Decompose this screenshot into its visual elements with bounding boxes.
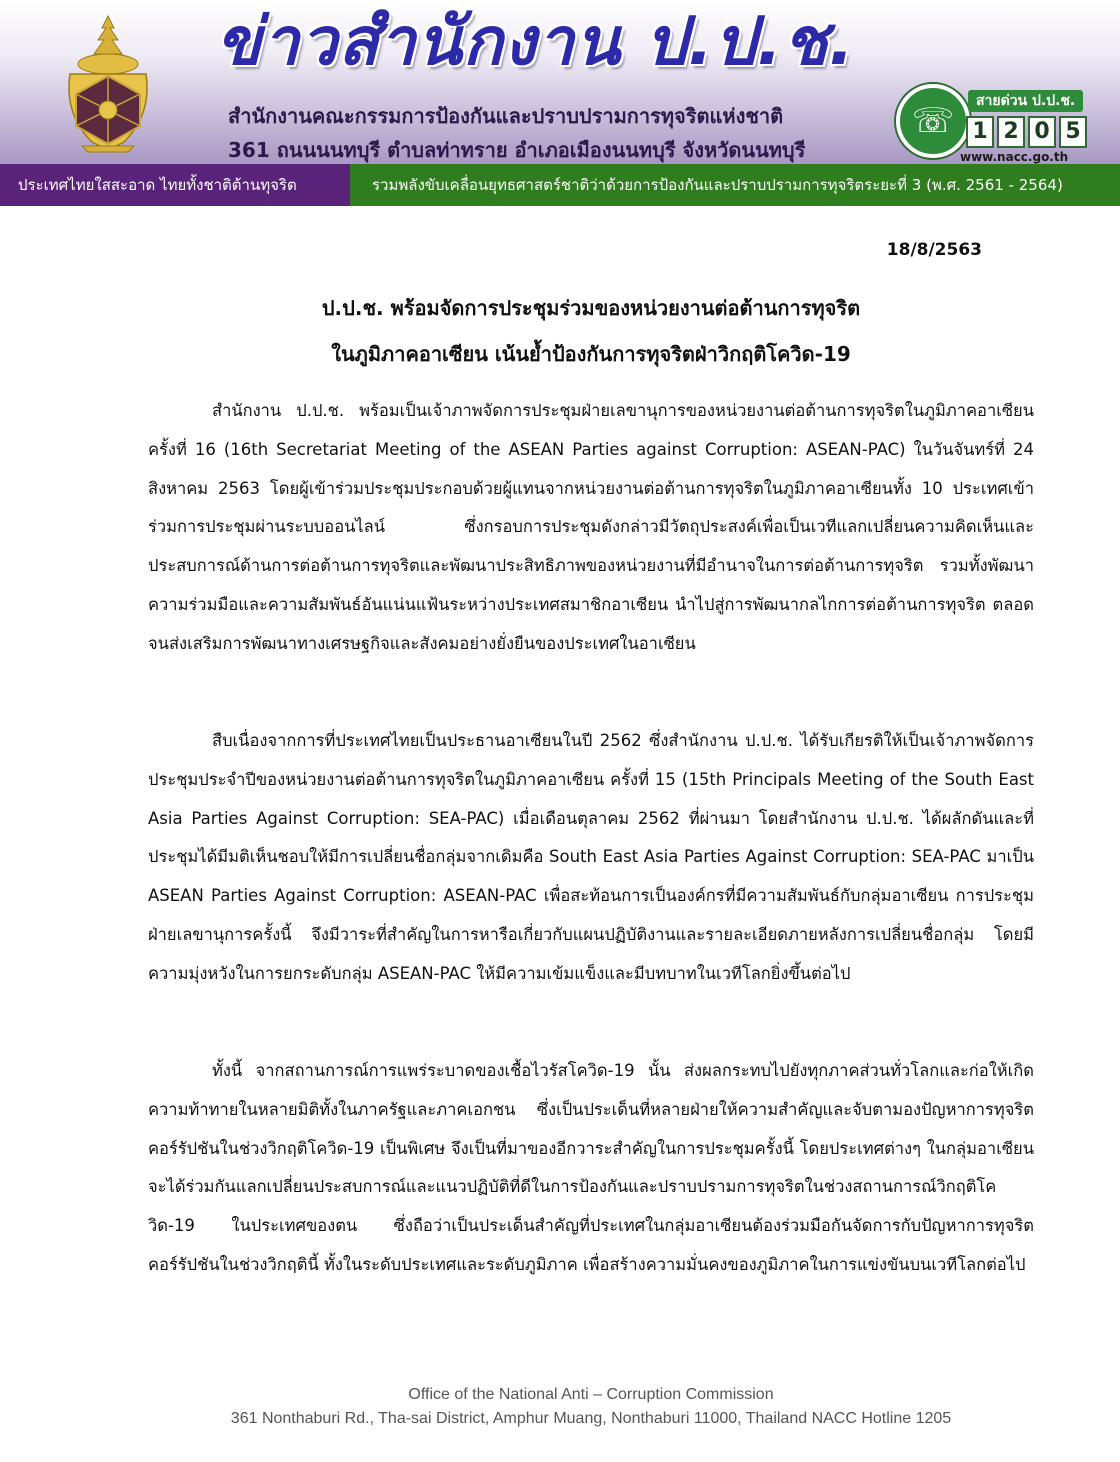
headline-line-2: ในภูมิภาคอาเซียน เน้นย้ำป้องกันการทุจริตฝ่าวิกฤติโควิด-19 <box>331 342 851 366</box>
slogan-band-left: ประเทศไทยใสสะอาด ไทยทั้งชาติต้านทุจริต <box>0 164 350 206</box>
hotline-digit: 0 <box>1028 116 1056 148</box>
hotline-digit: 2 <box>997 116 1025 148</box>
phone-icon: ☏ <box>896 84 970 158</box>
masthead-title: ข่าวสำนักงาน ป.ป.ช. <box>216 3 855 80</box>
footer-address: 361 Nonthaburi Rd., Tha-sai District, Amphur Muang, Nonthaburi 11000, Thailand NACC Hotline 1205 <box>230 1410 952 1427</box>
nacc-emblem-icon <box>62 14 154 154</box>
hotline-badge <box>896 80 1088 164</box>
organization-name: สำนักงานคณะกรรมการป้องกันและปราบปรามการทุจริตแห่งชาติ <box>228 104 784 128</box>
body-paragraph-3: ทั้งนี้ จากสถานการณ์การแพร่ระบาดของเชื้อไวรัสโควิด-19 นั้น ส่งผลกระทบไปยังทุกภาคส่วนทั่วโลกและก่อให้เกิดความท้าทายในหลายมิติทั้งในภาครัฐและภาคเอกชน ซึ่งเป็นประเด็นที่หลายฝ่ายให้ความสำคัญและจับตามองปัญหาการทุจริตคอร์รัปชันในช่วงวิกฤติโควิด-19 เป็นพิเศษ จึงเป็นที่มาของอีกวาระสำคัญในการประชุมครั้งนี้ โดยประเทศต่างๆ ในกลุ่มอาเซียนจะได้ร่วมกันแลกเปลี่ยนประสบการณ์และแนวปฏิบัติที่ดีในการป้องกันและปราบปรามการทุจริตในช่วงสถานการณ์วิกฤติโควิด-19 ในประเทศของตน ซึ่งถือว่าเป็นประเด็นสำคัญที่ประเทศในกลุ่มอาเซียนต้องร่วมมือกันจัดการกับปัญหาการทุจริตคอร์รัปชันในช่วงวิกฤตินี้ ทั้งในระดับประเทศและระดับภูมิภาค เพื่อสร้างความมั่นคงของภูมิภาคในการแข่งขันบนเวทีโลกต่อไป <box>148 1061 1034 1274</box>
website-url: www.nacc.go.th <box>960 150 1069 164</box>
hotline-digit: 1 <box>966 116 994 148</box>
headline-line-1: ป.ป.ช. พร้อมจัดการประชุมร่วมของหน่วยงานต่อต้านการทุจริต <box>321 296 861 320</box>
hotline-digit: 5 <box>1059 116 1087 148</box>
document-date: 18/8/2563 <box>886 240 982 260</box>
letterhead <box>0 0 1120 164</box>
hotline-label: สายด่วน ป.ป.ช. <box>968 90 1083 112</box>
body-paragraph-1: สำนักงาน ป.ป.ช. พร้อมเป็นเจ้าภาพจัดการประชุมฝ่ายเลขานุการของหน่วยงานต่อต้านการทุจริตในภูมิภาคอาเซียน ครั้งที่ 16 (16th Secretariat Meeting of the ASEAN Parties against Corruption: ASEAN-PAC) ในวันจันทร์ที่ 24 สิงหาคม 2563 โดยผู้เข้าร่วมประชุมประกอบด้วยผู้แทนจากหน่วยงานต่อต้านการทุจริตในภูมิภาคอาเซียนทั้ง 10 ประเทศเข้าร่วมการประชุมผ่านระบบออนไลน์ ซึ่งกรอบการประชุมดังกล่าวมีวัตถุประสงค์เพื่อเป็นเวทีแลกเปลี่ยนความคิดเห็นและประสบการณ์ด้านการต่อต้านการทุจริตและพัฒนาประสิทธิภาพของหน่วยงานที่มีอำนาจในการต่อต้านการทุจริต รวมทั้งพัฒนาความร่วมมือและความสัมพันธ์อันแน่นแฟ้นระหว่างประเทศสมาชิกอาเซียน นำไปสู่การพัฒนากลไกการต่อต้านการทุจริต ตลอดจนส่งเสริมการพัฒนาทางเศรษฐกิจและสังคมอย่างยั่งยืนของประเทศในอาเซียน <box>148 401 1034 653</box>
body-paragraph-2: สืบเนื่องจากการที่ประเทศไทยเป็นประธานอาเซียนในปี 2562 ซึ่งสำนักงาน ป.ป.ช. ได้รับเกียรติให้เป็นเจ้าภาพจัดการประชุมประจำปีของหน่วยงานต่อต้านการทุจริตในภูมิภาคอาเซียน ครั้งที่ 15 (15th Principals Meeting of the South East Asia Parties Against Corruption: SEA-PAC) เมื่อเดือนตุลาคม 2562 ที่ผ่านมา โดยสำนักงาน ป.ป.ช. ได้ผลักดันและที่ประชุมได้มีมติเห็นชอบให้มีการเปลี่ยนชื่อกลุ่มจากเดิมคือ South East Asia Parties Against Corruption: SEA-PAC มาเป็น ASEAN Parties Against Corruption: ASEAN-PAC เพื่อสะท้อนการเป็นองค์กรที่มีความสัมพันธ์กับกลุ่มอาเซียน การประชุมฝ่ายเลขานุการครั้งนี้ จึงมีวาระที่สำคัญในการหารือเกี่ยวกับแผนปฏิบัติงานและรายละเอียดภายหลังการเปลี่ยนชื่อกลุ่ม โดยมีความมุ่งหวังในการยกระดับกลุ่ม ASEAN-PAC ให้มีความเข้มแข็งและมีบทบาทในเวทีโลกยิ่งขึ้นต่อไป <box>148 731 1034 983</box>
slogan-band-right: รวมพลังขับเคลื่อนยุทธศาสตร์ชาติว่าด้วยการป้องกันและปราบปรามการทุจริตระยะที่ 3 (พ.ศ. 2561 - 2564) <box>350 164 1120 206</box>
hotline-number <box>966 116 1087 148</box>
footer-office-name: Office of the National Anti – Corruption Commission <box>408 1386 774 1403</box>
organization-address: 361 ถนนนนทบุรี ตำบลท่าทราย อำเภอเมืองนนทบุรี จังหวัดนนทบุรี <box>228 138 806 162</box>
